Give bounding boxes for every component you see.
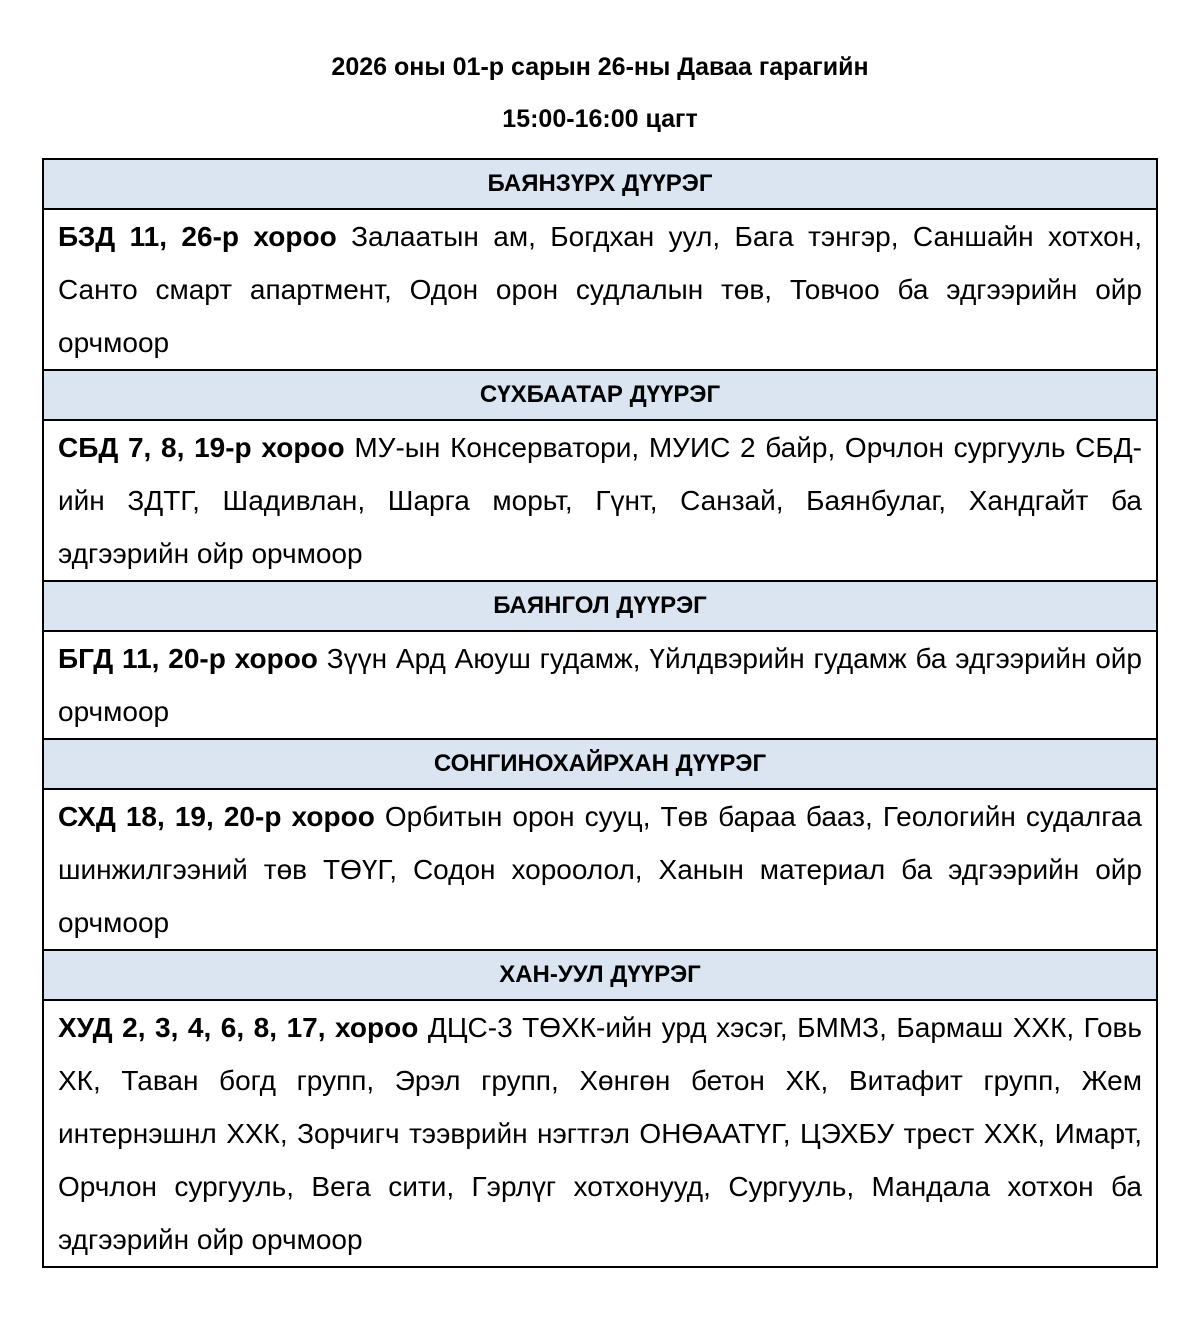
section-content-row bbox=[43, 209, 1157, 370]
areas-text: Зүүн Ард Аюуш гудамж, Үйлдвэрийн гудамж ба эдгээрийн ойр орчмоор bbox=[58, 643, 1143, 727]
district-header-row bbox=[43, 370, 1157, 420]
page-title: 2026 оны 01-р сарын 26-ны Даваа гарагийн bbox=[331, 53, 869, 81]
areas-text: ДЦС-3 ТӨХК-ийн урд хэсэг, БММЗ, Бармаш ХХК, Говь ХК, Таван богд групп, Эрэл групп, Хөнгөн бетон ХК, Витафит групп, Жем интернэшнл ХХК, Зорчигч тээврийн нэгтгэл ОНӨААТҮГ, ЦЭХБУ трест ХХК, Имарт, Орчлон сургууль, Вега сити, Гэрлүг хотхонууд, Сургууль, Мандала хотхон ба эдгээрийн ойр орчмоор bbox=[58, 1012, 1143, 1255]
section-content-row bbox=[43, 1000, 1157, 1267]
district-header-row bbox=[43, 739, 1157, 789]
district-header-row bbox=[43, 581, 1157, 631]
page-subtitle: 15:00-16:00 цагт bbox=[502, 105, 698, 133]
section-content-row bbox=[43, 789, 1157, 950]
outage-schedule-table bbox=[42, 158, 1158, 1268]
khoroo-label: СХД 18, 19, 20-р хороо bbox=[58, 801, 375, 832]
section-text bbox=[58, 1001, 1142, 1266]
district-name: БАЯНЗҮРХ ДҮҮРЭГ bbox=[43, 159, 1157, 209]
section-content-row bbox=[43, 631, 1157, 739]
section-text bbox=[58, 790, 1142, 949]
khoroo-label: БГД 11, 20-р хороо bbox=[58, 643, 318, 674]
areas-text: МУ-ын Консерватори, МУИС 2 байр, Орчлон сургууль СБД-ийн ЗДТГ, Шадивлан, Шарга морьт, Гүнт, Санзай, Баянбулаг, Хандгайт ба эдгээрийн ойр орчмоор bbox=[58, 432, 1143, 569]
district-name: БАЯНГОЛ ДҮҮРЭГ bbox=[43, 581, 1157, 631]
district-header-row bbox=[43, 950, 1157, 1000]
section-text bbox=[58, 210, 1142, 369]
khoroo-label: СБД 7, 8, 19-р хороо bbox=[58, 432, 345, 463]
section-text bbox=[58, 421, 1142, 580]
section-content-row bbox=[43, 420, 1157, 581]
khoroo-label: ХУД 2, 3, 4, 6, 8, 17, хороо bbox=[58, 1012, 419, 1043]
district-name: СОНГИНОХАЙРХАН ДҮҮРЭГ bbox=[43, 739, 1157, 789]
district-name: ХАН-УУЛ ДҮҮРЭГ bbox=[43, 950, 1157, 1000]
areas-text: Залаатын ам, Богдхан уул, Бага тэнгэр, Саншайн хотхон, Санто смарт апартмент, Одон орон судлалын төв, Товчоо ба эдгээрийн ойр орчмоор bbox=[58, 221, 1142, 358]
district-name: СҮХБААТАР ДҮҮРЭГ bbox=[43, 370, 1157, 420]
khoroo-label: БЗД 11, 26-р хороо bbox=[58, 221, 337, 252]
district-header-row bbox=[43, 159, 1157, 209]
areas-text: Орбитын орон сууц, Төв бараа бааз, Геологийн судалгаа шинжилгээний төв ТӨҮГ, Содон хороолол, Ханын материал ба эдгээрийн ойр орчмоор bbox=[58, 801, 1142, 938]
section-text bbox=[58, 632, 1142, 738]
